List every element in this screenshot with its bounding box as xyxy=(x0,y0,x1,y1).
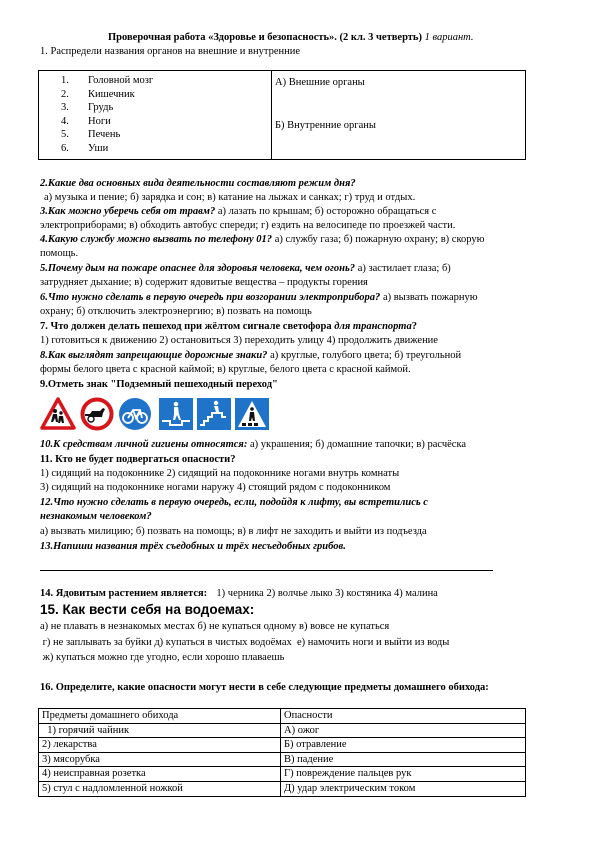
underground-crossing-sign-icon[interactable] xyxy=(158,397,194,431)
danger-cell: Д) удар электрическим током xyxy=(281,781,526,796)
q3-answer-1: а) лазать по крышам; б) осторожно обращаться с xyxy=(217,206,437,217)
organ-item: 5. Печень xyxy=(61,129,121,141)
q16-question: 16. Определите, какие опасности могут нести в себе следующие предметы домашнего обихода: xyxy=(40,682,489,693)
title-text: Проверочная работа «Здоровье и безопасность». (2 кл. 3 четверть) xyxy=(108,32,422,43)
organ-item: 1. Головной мозг xyxy=(61,75,154,86)
variant-text: 1 вариант. xyxy=(424,32,474,43)
q3-question: 3.Как можно уберечь себя от травм? xyxy=(40,206,216,217)
q12-answer: а) вызвать милицию; б) позвать на помощь; в) в лифт не заходить и выйти из подъезда xyxy=(40,526,427,537)
warning-children-sign-icon[interactable] xyxy=(40,397,76,431)
q15-line3: ж) купаться можно где угодно, если хорошо плаваешь xyxy=(40,652,285,663)
q10-answer: а) украшения; б) домашние тапочки; в) расчёска xyxy=(249,439,467,450)
item-cell: 1) горячий чайник xyxy=(39,723,281,738)
item-cell: 5) стул с надломленной ножкой xyxy=(39,781,281,796)
q12-question-1: 12.Что нужно сделать в первую очередь, если, подойдя к лифту, вы встретились с xyxy=(40,497,428,508)
q15-question: 15. Как вести себя на водоемах: xyxy=(40,602,255,617)
item-cell: 2) лекарства xyxy=(39,738,281,753)
organ-item: 3. Грудь xyxy=(61,102,114,114)
q3-answer-2: электроприборами; в) обходить автобус спереди; г) ездить на велосипеде по проезжей части. xyxy=(40,220,456,231)
q15-line1: а) не плавать в незнакомых местах б) не купаться одному в) вовсе не купаться xyxy=(40,621,390,632)
q14-line xyxy=(40,587,438,600)
q8-line1 xyxy=(40,349,461,362)
table-header-row xyxy=(39,709,526,724)
q4-question: 4.Какую службу можно вызвать по телефону 01? xyxy=(40,234,273,245)
q6-answer-1: а) вызвать пожарную xyxy=(382,292,478,303)
organ-item: 4. Ноги xyxy=(61,115,111,127)
organs-list xyxy=(39,71,271,156)
categories-cell xyxy=(272,71,526,160)
item-cell: 3) мясорубка xyxy=(39,752,281,767)
q4-answer-2: помощь. xyxy=(40,248,79,259)
q8-answer-1: а) круглые, голубого цвета; б) треугольной xyxy=(270,350,462,361)
q4-line1 xyxy=(40,233,485,246)
bicycle-path-sign-icon[interactable] xyxy=(118,397,152,431)
item-cell: 4) неисправная розетка xyxy=(39,767,281,782)
q7-question: 7. Что должен делать пешеход при жёлтом сигнале светофора для транспорта? xyxy=(40,321,417,332)
q11-answer-2: 3) сидящий на подоконнике ногами наружу 4) стоящий рядом с подоконником xyxy=(40,482,391,493)
q4-answer-1: а) службу газа; б) пожарную охрану; в) скорую xyxy=(274,234,485,245)
q3-line1 xyxy=(40,205,436,218)
q13-question: 13.Напиши названия трёх съедобных и трёх несъедобных грибов. xyxy=(40,541,346,552)
col-dangers-header: Опасности xyxy=(281,709,526,724)
q6-line1 xyxy=(40,291,478,304)
external-label: А) Внешние органы xyxy=(275,77,365,88)
danger-cell: Г) повреждение пальцев рук xyxy=(281,767,526,782)
q12-question-2: незнакомым человеком? xyxy=(40,511,152,522)
table-row xyxy=(39,752,526,767)
q11-answer-1: 1) сидящий на подоконнике 2) сидящий на подоконнике ногами внутрь комнаты xyxy=(40,468,400,479)
q9-question: 9.Отметь знак "Подземный пешеходный переход" xyxy=(40,379,278,390)
q10-question: 10.К средствам личной гигиены относятся: xyxy=(40,439,248,450)
q5-question: 5.Почему дым на пожаре опаснее для здоровья человека, чем огонь? xyxy=(40,263,356,274)
organs-table xyxy=(38,70,526,160)
q6-answer-2: охрану; б) отключить электроэнергию; в) позвать на помощь xyxy=(40,306,312,317)
q2-answer: а) музыка и пение; б) зарядка и сон; в) катание на лыжах и санках; г) труд и отдых. xyxy=(44,192,416,203)
q15-line2: г) не заплывать за буйки д) купаться в чистых водоёмах е) намочить ноги и выйти из воды xyxy=(40,637,450,648)
q10-line xyxy=(40,438,466,451)
q14-answer: 1) черника 2) волчье лыко 3) костяника 4) малина xyxy=(216,588,438,599)
q8-question: 8.Как выглядят запрещающие дорожные знаки? xyxy=(40,350,268,361)
q6-question: 6.Что нужно сделать в первую очередь при возгорании электроприбора? xyxy=(40,292,381,303)
internal-label: Б) Внутренние органы xyxy=(275,120,376,131)
q2-question: 2.Какие два основных вида деятельности составляют режим дня? xyxy=(40,178,356,189)
danger-cell: А) ожог xyxy=(281,723,526,738)
table-row xyxy=(39,738,526,753)
dangers-table xyxy=(38,708,526,797)
table-row xyxy=(39,767,526,782)
organ-item: 6. Уши xyxy=(61,142,109,154)
q11-question: 11. Кто не будет подвергаться опасности? xyxy=(40,454,236,465)
organs-cell xyxy=(39,71,272,160)
organ-item: 2. Кишечник xyxy=(61,88,135,100)
q5-answer-1: а) застилает глаза; б) xyxy=(357,263,451,274)
table-row xyxy=(39,723,526,738)
col-items-header: Предметы домашнего обихода xyxy=(39,709,281,724)
answer-line[interactable] xyxy=(40,570,493,571)
q14-question: 14. Ядовитым растением является: xyxy=(40,588,208,599)
q5-answer-2: затрудняет дыхание; в) содержит ядовитые вещества – продукты горения xyxy=(40,277,368,288)
no-horse-carts-sign-icon[interactable] xyxy=(80,397,114,431)
overground-crossing-sign-icon[interactable] xyxy=(196,397,232,431)
pedestrian-crossing-sign-icon[interactable] xyxy=(234,397,270,431)
q1-text: 1. Распредели названия органов на внешние и внутренние xyxy=(40,46,301,57)
q8-answer-2: формы белого цвета с красной каймой; в) круглые, белого цвета с красной каймой. xyxy=(40,364,411,375)
danger-cell: Б) отравление xyxy=(281,738,526,753)
page-title xyxy=(108,31,474,44)
q7-answer: 1) готовиться к движению 2) остановиться 3) переходить улицу 4) продолжить движение xyxy=(40,335,438,346)
q5-line1 xyxy=(40,262,451,275)
danger-cell: В) падение xyxy=(281,752,526,767)
table-row xyxy=(39,781,526,796)
